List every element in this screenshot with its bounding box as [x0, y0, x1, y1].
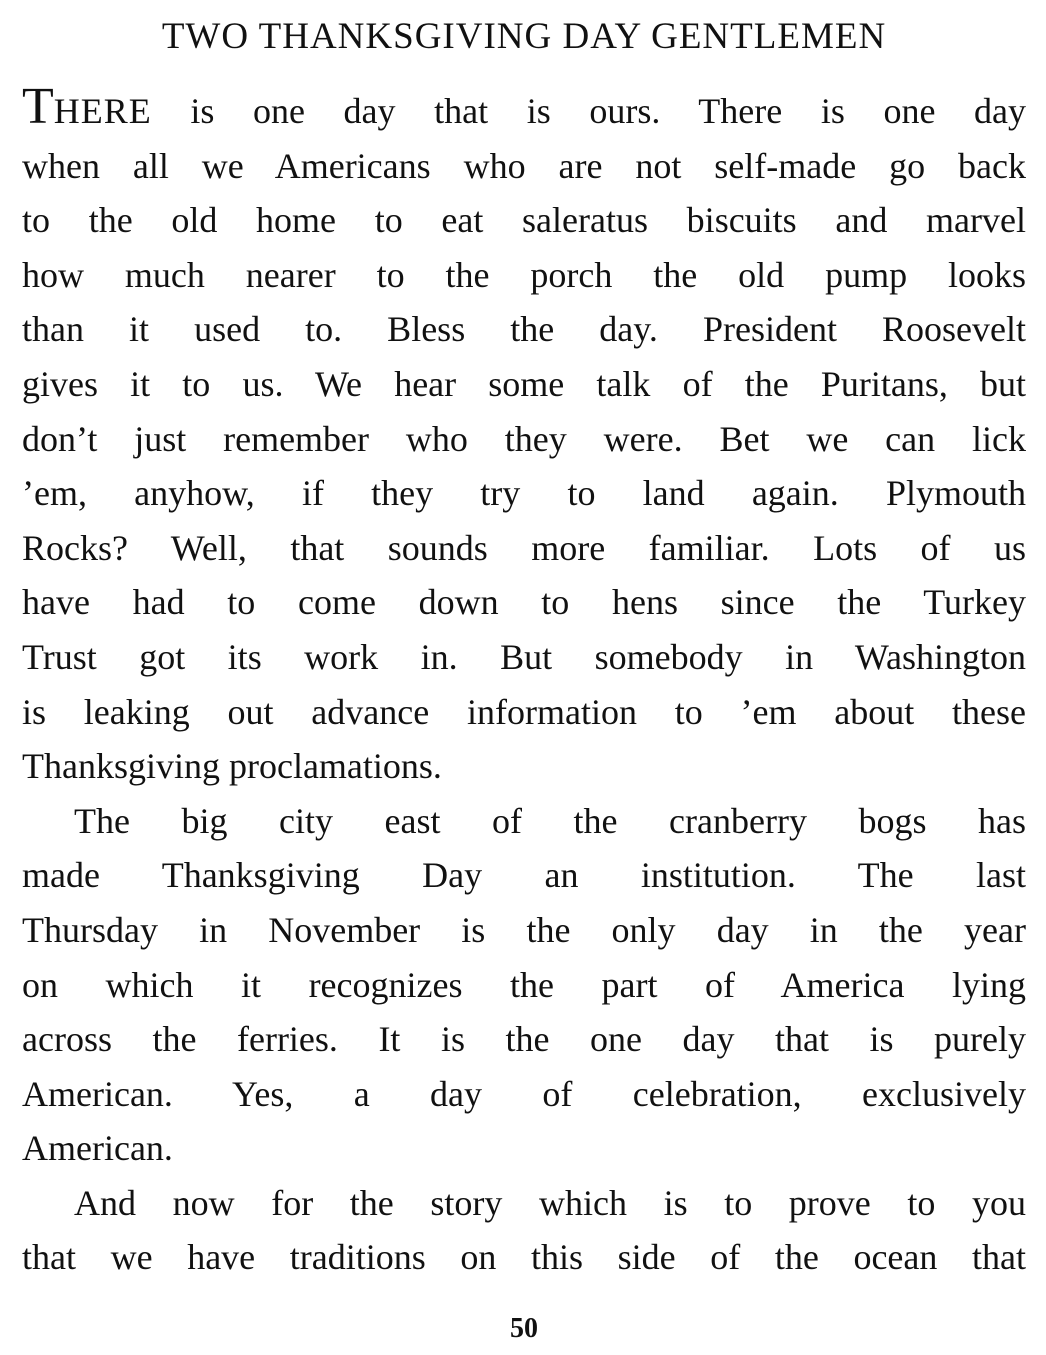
- text-line: The big city east of the cranberry bogs has: [74, 800, 1026, 841]
- text-line: when all we Americans who are not self-made go back: [22, 145, 1026, 186]
- running-head: TWO THANKSGIVING DAY GENTLEMEN: [161, 16, 887, 57]
- paragraph-1: [22, 84, 1026, 794]
- small-caps-word: HERE: [53, 91, 152, 131]
- page-number: 50: [510, 1313, 538, 1344]
- body-text: [22, 84, 1026, 1285]
- text-line: across the ferries. It is the one day that is purely: [22, 1019, 1026, 1060]
- text-line: American. Yes, a day of celebration, exclusively: [22, 1073, 1026, 1114]
- text-line: is leaking out advance information to ’em about these: [22, 691, 1026, 732]
- text-line: to the old home to eat saleratus biscuits and marvel: [22, 200, 1026, 241]
- text-line: And now for the story which is to prove to you: [74, 1182, 1026, 1223]
- book-page: [22, 12, 1026, 1342]
- paragraph-2: [22, 794, 1026, 1176]
- text-line: ’em, anyhow, if they try to land again. Plymouth: [22, 473, 1026, 514]
- text-line: Rocks? Well, that sounds more familiar. Lots of us: [22, 527, 1026, 568]
- text-line: Trust got its work in. But somebody in Washington: [22, 636, 1026, 677]
- text-line: Thursday in November is the only day in the year: [22, 909, 1026, 950]
- text-line: than it used to. Bless the day. President Roosevelt: [22, 309, 1026, 350]
- text-line: THERE is one day that is ours. There is one day: [22, 84, 1026, 139]
- text-line: on which it recognizes the part of America lying: [22, 964, 1026, 1005]
- paragraph-3: [22, 1176, 1026, 1285]
- text-line: Thanksgiving proclamations.: [22, 746, 442, 787]
- text-line: gives it to us. We hear some talk of the Puritans, but: [22, 363, 1026, 404]
- text-line: have had to come down to hens since the Turkey: [22, 582, 1026, 623]
- text-line: made Thanksgiving Day an institution. The last: [22, 855, 1026, 896]
- text-line: how much nearer to the porch the old pump looks: [22, 254, 1026, 295]
- drop-cap: T: [22, 84, 54, 135]
- text-line: American.: [22, 1128, 173, 1169]
- text-line: that we have traditions on this side of the ocean that: [22, 1237, 1026, 1278]
- text-line: don’t just remember who they were. Bet we can lick: [22, 418, 1026, 459]
